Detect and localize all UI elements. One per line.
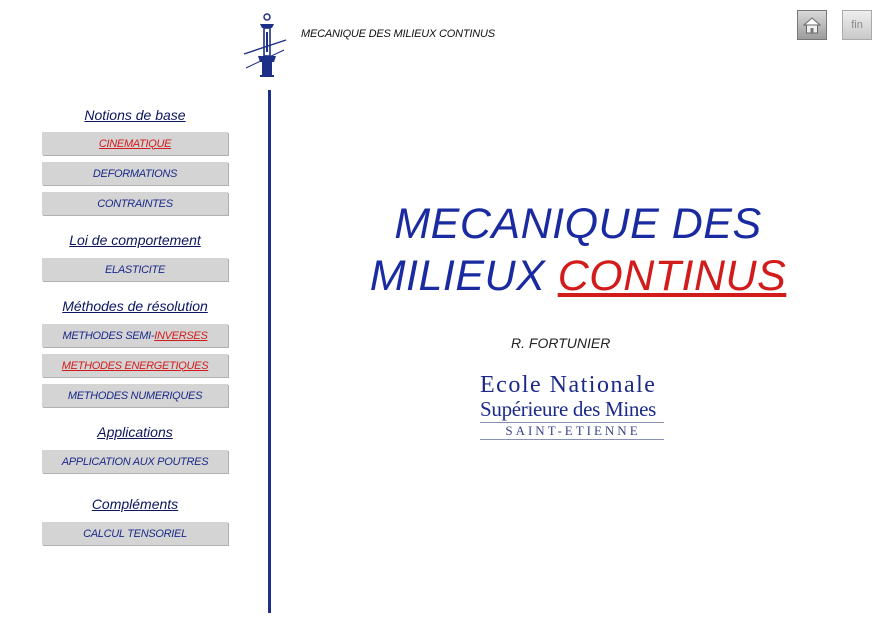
school-logo xyxy=(480,372,666,440)
methodes-numeriques-button[interactable]: METHODES NUMERIQUES xyxy=(42,384,228,407)
section-heading-methodes[interactable]: Méthodes de résolution xyxy=(62,298,208,314)
title-line-2 xyxy=(358,250,798,302)
methodes-energetiques-button[interactable]: METHODES ENERGETIQUES xyxy=(42,354,228,377)
application-poutres-button[interactable]: APPLICATION AUX POUTRES xyxy=(42,450,228,473)
methodes-semi-inverses-button[interactable] xyxy=(42,324,228,347)
title-line-1: MECANIQUE DES xyxy=(394,200,762,248)
semi-label: METHODES SEMI- xyxy=(62,329,155,342)
fin-button[interactable]: fin xyxy=(842,10,872,40)
house-icon xyxy=(802,15,822,35)
cinematique-button[interactable]: CINEMATIQUE xyxy=(42,132,228,155)
inverses-label: INVERSES xyxy=(154,329,208,342)
home-button[interactable] xyxy=(797,10,827,40)
elasticite-button[interactable]: ELASTICITE xyxy=(42,258,228,281)
lamp-logo-icon xyxy=(240,10,288,82)
section-heading-notions[interactable]: Notions de base xyxy=(84,107,186,123)
section-heading-applications[interactable]: Applications xyxy=(97,424,173,440)
header-title: MECANIQUE DES MILIEUX CONTINUS xyxy=(301,28,495,40)
school-line-1: Ecole Nationale xyxy=(480,372,657,398)
main-title xyxy=(358,198,798,302)
section-heading-complements[interactable]: Compléments xyxy=(91,496,179,512)
title-continus-link[interactable]: CONTINUS xyxy=(557,252,787,300)
calcul-tensoriel-button[interactable]: CALCUL TENSORIEL xyxy=(42,522,228,545)
deformations-button[interactable]: DEFORMATIONS xyxy=(42,162,228,185)
title-milieux: MILIEUX xyxy=(369,252,558,300)
school-rule-bottom xyxy=(480,439,664,440)
vertical-divider xyxy=(268,90,271,613)
contraintes-button[interactable]: CONTRAINTES xyxy=(42,192,228,215)
school-line-3: SAINT-ETIENNE xyxy=(505,423,641,438)
section-heading-loi[interactable]: Loi de comportement xyxy=(69,232,201,248)
school-line-2: Supérieure des Mines xyxy=(480,397,656,421)
author-name: R. FORTUNIER xyxy=(511,335,611,351)
